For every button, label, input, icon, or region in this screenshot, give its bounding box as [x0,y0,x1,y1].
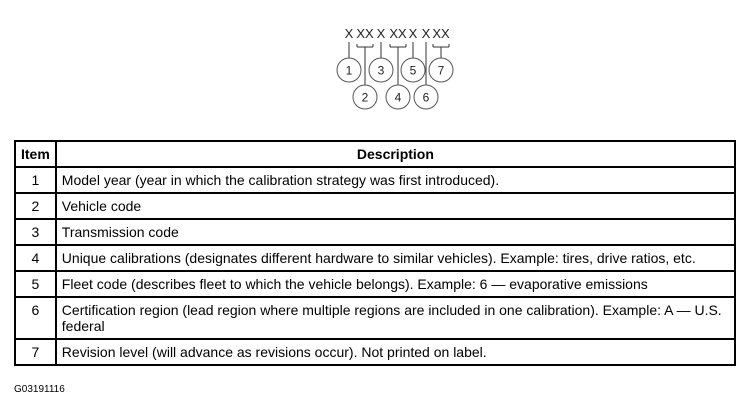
code-segment-6: X [421,26,431,41]
callout-3 [369,58,393,82]
svg-text:5: 5 [409,63,417,78]
description-column-header: Description [56,141,735,167]
svg-text:4: 4 [394,90,402,105]
item-number: 6 [15,297,56,339]
table-header-row [15,141,735,167]
svg-text:3: 3 [377,63,385,78]
callout-1 [337,58,361,82]
figure-id: G03191116 [14,384,65,395]
item-description: Vehicle code [56,193,735,219]
code-segment-3: X [376,26,386,41]
item-number: 7 [15,339,56,365]
callout-4 [386,85,410,109]
code-segment-1: X [344,26,354,41]
item-description: Unique calibrations (designates different hardware to similar vehicles). Example: tires, drive ratios, etc. [56,245,735,271]
svg-text:1: 1 [345,63,353,78]
svg-text:7: 7 [437,63,445,78]
callout-6 [414,85,438,109]
item-number: 5 [15,271,56,297]
callout-5 [401,58,425,82]
item-column-header: Item [15,141,56,167]
table-row [15,219,735,245]
item-number: 3 [15,219,56,245]
item-number: 2 [15,193,56,219]
svg-text:6: 6 [422,90,430,105]
calibration-code-diagram [0,0,750,118]
callout-7 [429,58,453,82]
item-number: 4 [15,245,56,271]
item-number: 1 [15,167,56,193]
item-description-table [14,140,736,366]
code-segment-2: XX [356,26,374,41]
table-row [15,271,735,297]
table-row [15,167,735,193]
svg-text:2: 2 [361,90,369,105]
callout-2 [353,85,377,109]
table-row [15,297,735,339]
table-row [15,339,735,365]
item-description: Model year (year in which the calibration strategy was first introduced). [56,167,735,193]
item-description: Certification region (lead region where multiple regions are included in one calibration). Example: A — U.S. federal [56,297,735,339]
code-segment-4: XX [389,26,407,41]
item-description: Revision level (will advance as revisions occur). Not printed on label. [56,339,735,365]
table-row [15,193,735,219]
code-segment-5: X [408,26,418,41]
code-segment-7: XX [432,26,450,41]
table-row [15,245,735,271]
item-description: Transmission code [56,219,735,245]
item-description: Fleet code (describes fleet to which the vehicle belongs). Example: 6 — evaporative emissions [56,271,735,297]
